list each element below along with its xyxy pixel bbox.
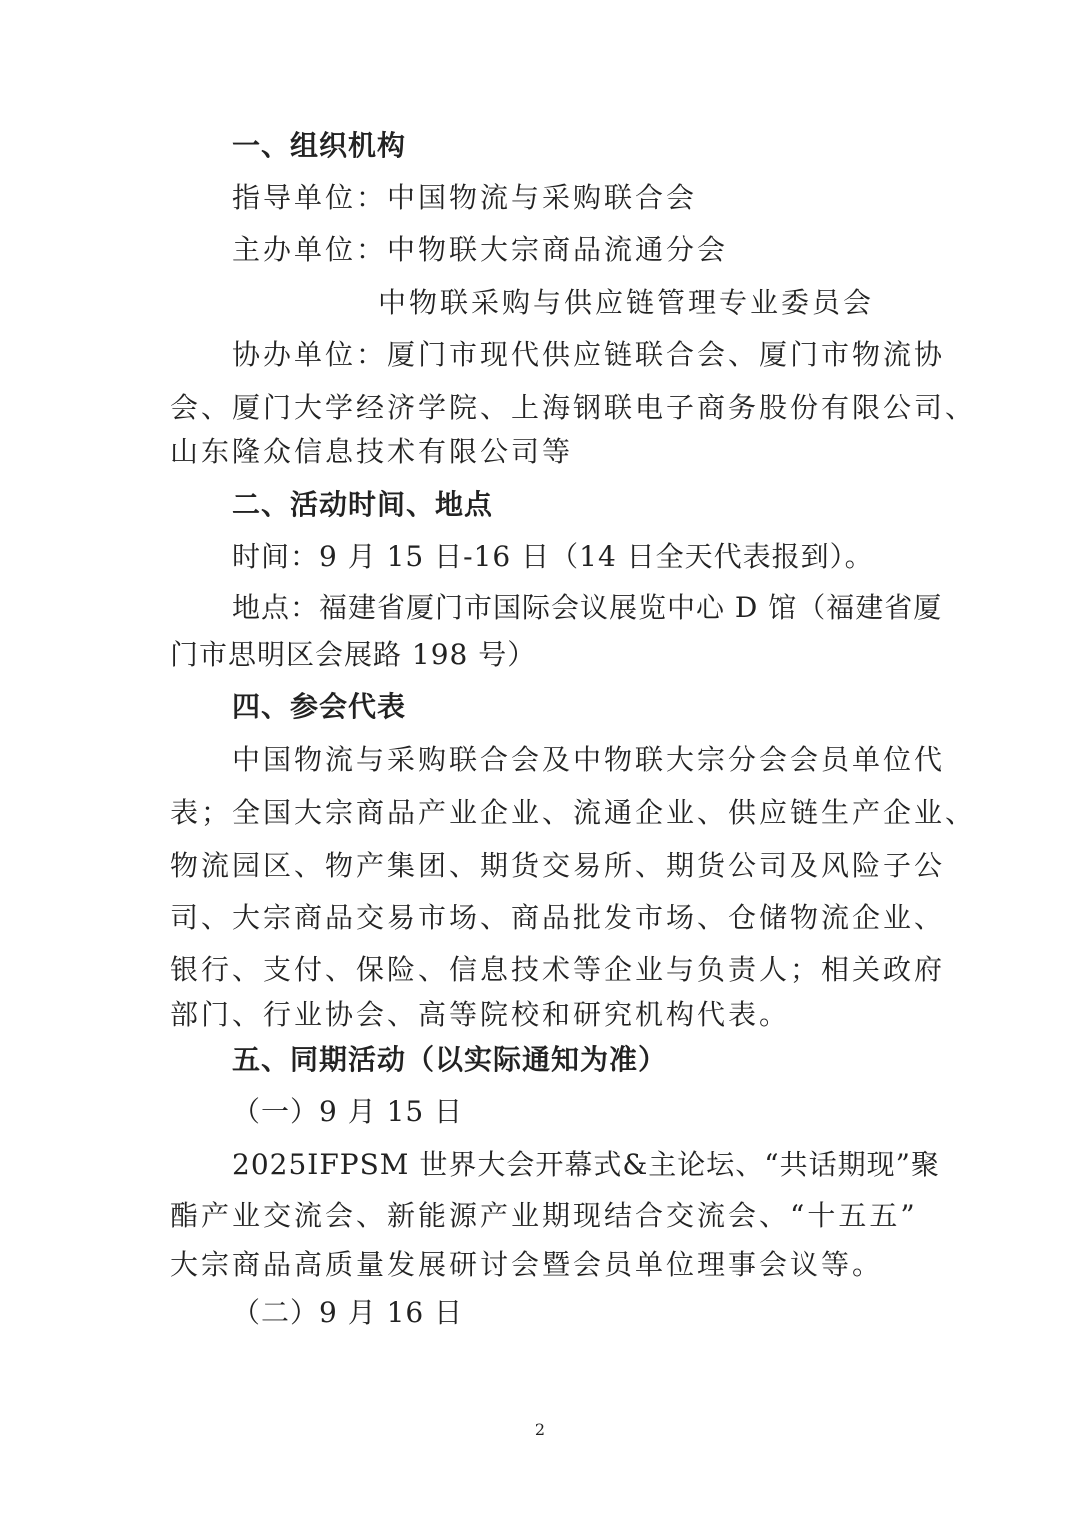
delegates-line: 部门、行业协会、高等院校和研究机构代表。 (170, 998, 791, 1031)
subsection-date-2: （二）9 月 16 日 (232, 1296, 464, 1329)
delegates-line: 银行、支付、保险、信息技术等企业与负责人；相关政府 (170, 953, 946, 986)
page-number: 2 (534, 1420, 546, 1439)
co-organizer-line-1: 协办单位：厦门市现代供应链联合会、厦门市物流协 (232, 338, 946, 371)
delegates-line: 司、大宗商品交易市场、商品批发市场、仓储物流企业、 (170, 901, 946, 934)
subsection-date-1: （一）9 月 15 日 (232, 1095, 464, 1128)
host-unit-line-1: 主办单位：中物联大宗商品流通分会 (232, 233, 729, 266)
co-organizer-line-2: 会、厦门大学经济学院、上海钢联电子商务股份有限公司、 (170, 391, 977, 424)
place-line-1: 地点：福建省厦门市国际会议展览中心 D 馆（福建省厦 (232, 591, 943, 624)
delegates-line: 表；全国大宗商品产业企业、流通企业、供应链生产企业、 (170, 796, 977, 829)
section-heading-time-place: 二、活动时间、地点 (232, 488, 494, 521)
co-organizer-line-3: 山东隆众信息技术有限公司等 (170, 435, 574, 468)
events-line: 2025IFPSM 世界大会开幕式&主论坛、“共话期现”聚 (232, 1148, 940, 1181)
events-line: 大宗商品高质量发展研讨会暨会员单位理事会议等。 (170, 1248, 884, 1281)
time-line: 时间：9 月 15 日-16 日（14 日全天代表报到）。 (232, 540, 874, 573)
delegates-line: 中国物流与采购联合会及中物联大宗分会会员单位代 (232, 743, 946, 776)
section-heading-delegates: 四、参会代表 (232, 690, 407, 723)
delegates-line: 物流园区、物产集团、期货交易所、期货公司及风险子公 (170, 849, 946, 882)
place-line-2: 门市思明区会展路 198 号） (170, 638, 537, 671)
host-unit-line-2: 中物联采购与供应链管理专业委员会 (378, 286, 875, 319)
guiding-unit-line: 指导单位：中国物流与采购联合会 (232, 181, 698, 214)
section-heading-organization: 一、组织机构 (232, 129, 407, 162)
events-line: 酯产业交流会、新能源产业期现结合交流会、“十五五” (170, 1199, 918, 1232)
section-heading-concurrent-events: 五、同期活动（以实际通知为准） (232, 1043, 668, 1076)
